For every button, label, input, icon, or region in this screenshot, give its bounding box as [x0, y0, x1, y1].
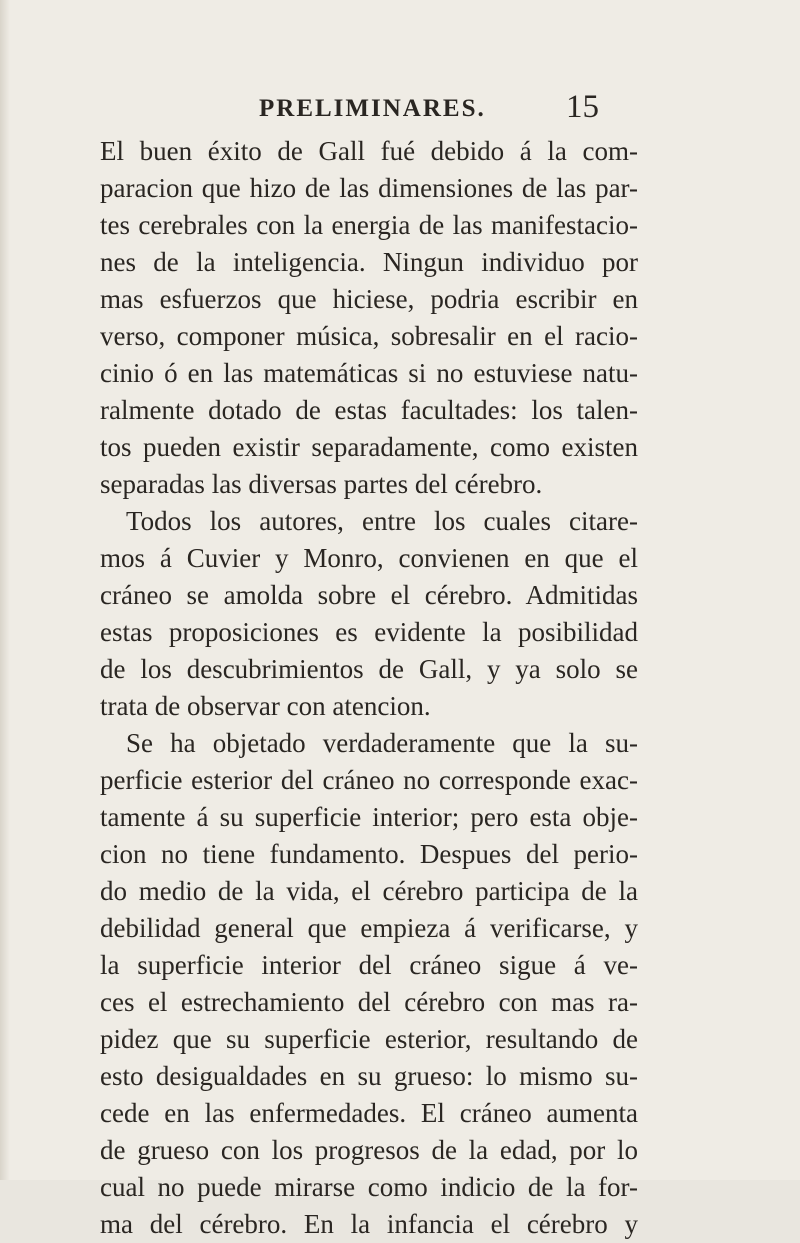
text-line: cual no puede mirarse como indicio de la for- — [100, 1172, 638, 1202]
text-line: mos á Cuvier y Monro, convienen en que el — [100, 543, 638, 573]
text-line: Todos los autores, entre los cuales citare- — [126, 506, 638, 536]
page-number: 15 — [566, 89, 599, 125]
text-line: cion no tiene fundamento. Despues del perio- — [100, 839, 638, 869]
text-line: tamente á su superficie interior; pero esta obje- — [100, 802, 638, 832]
text-line: perficie esterior del cráneo no corresponde exac- — [100, 765, 638, 795]
text-line: ces el estrechamiento del cérebro con mas ra- — [100, 987, 638, 1017]
text-line: esto desigualdades en su grueso: lo mismo su- — [100, 1061, 638, 1091]
text-line: do medio de la vida, el cérebro participa de la — [100, 876, 638, 906]
text-line: pidez que su superficie esterior, resultando de — [100, 1024, 638, 1054]
text-line: de grueso con los progresos de la edad, por lo — [100, 1135, 638, 1165]
running-head — [259, 89, 619, 135]
text-line: la superficie interior del cráneo sigue á ve- — [100, 950, 638, 980]
text-line: cinio ó en las matemáticas si no estuviese natu- — [100, 358, 638, 388]
page-edge — [0, 0, 10, 1180]
text-line: tos pueden existir separadamente, como existen — [100, 432, 638, 462]
text-line: estas proposiciones es evidente la posibilidad — [100, 617, 638, 647]
text-line: paracion que hizo de las dimensiones de las par- — [100, 173, 638, 203]
text-line: ralmente dotado de estas facultades: los talen- — [100, 395, 638, 425]
text-line: mas esfuerzos que hiciese, podria escribir en — [100, 284, 638, 314]
text-line: cede en las enfermedades. El cráneo aumenta — [100, 1098, 638, 1128]
text-line: Se ha objetado verdaderamente que la su- — [126, 728, 638, 758]
text-line: cráneo se amolda sobre el cérebro. Admitidas — [100, 580, 638, 610]
text-line: El buen éxito de Gall fué debido á la com- — [100, 136, 638, 166]
text-line: verso, componer música, sobresalir en el racio- — [100, 321, 638, 351]
text-line: nes de la inteligencia. Ningun individuo por — [100, 247, 638, 277]
text-line: trata de observar con atencion. — [100, 691, 431, 721]
text-line: debilidad general que empieza á verificarse, y — [100, 913, 638, 943]
text-line: ma del cérebro. En la infancia el cérebro y — [100, 1209, 638, 1239]
running-title: PRELIMINARES. — [259, 95, 486, 122]
text-line: separadas las diversas partes del cérebro. — [100, 469, 543, 499]
body-text — [100, 133, 638, 1243]
text-line: tes cerebrales con la energia de las manifestacio- — [100, 210, 638, 240]
text-line: de los descubrimientos de Gall, y ya solo se — [100, 654, 638, 684]
